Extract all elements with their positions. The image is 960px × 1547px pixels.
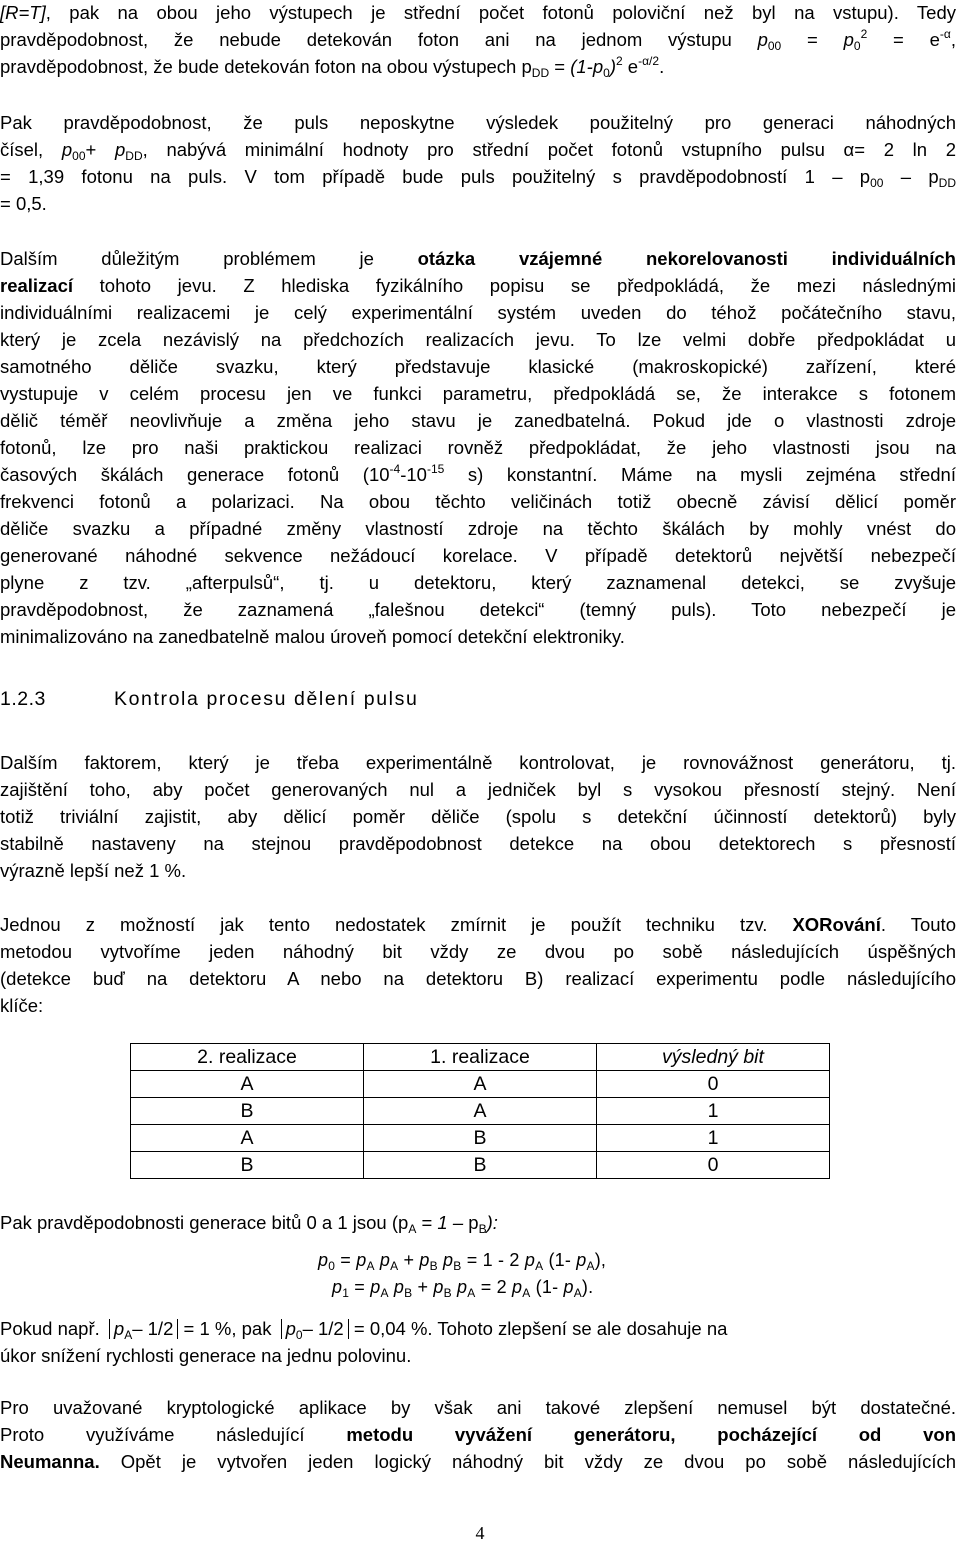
text-line: dělič téměř neovlivňuje a změna jeho stavu je zanedbatelná. Pokud jde o vlastnosti zdroje	[0, 410, 956, 431]
text-line: = 0,5.	[0, 193, 47, 214]
text-line: Dalším faktorem, který je třeba experimentálně kontrolovat, je rovnovážnost generátoru, tj.	[0, 752, 956, 773]
text-line: Dalším důležitým problémem je otázka vzájemné nekorelovanosti individuálních	[0, 248, 956, 269]
text-line: časových škálách generace fotonů ($10^{-4}-10^{-15}$ s) konstantní. Máme na mysli zejména střední	[0, 462, 956, 485]
text-line: pravděpodobnost, že nebude detekován foton ani na jednom výstupu $p_{00} = p_0^2 = e^{-\alpha}$,	[0, 27, 956, 53]
text-line: Proto využíváme následující metodu vyvážení generátoru, pocházející od von	[0, 1424, 956, 1445]
table-cell: 1	[597, 1098, 830, 1125]
text-line: pravděpodobnost, že zaznamená „falešnou detekci“ (temný puls). Toto nebezpečí je	[0, 599, 956, 620]
table-header-cell: 2. realizace	[131, 1044, 364, 1071]
text-line: Pak pravděpodobnosti generace bitů 0 a 1 jsou $(p_A = 1 - p_B)$:	[0, 1212, 498, 1236]
text-line: metodou vytvoříme jeden náhodný bit vždy ze dvou po sobě následujících úspěšných	[0, 941, 956, 962]
table-row	[131, 1125, 830, 1152]
text-line: čísel, $p_{00}+ p_{DD}$, nabývá minimální hodnoty pro střední počet fotonů vstupního pulsu α= 2 ln 2	[0, 139, 956, 163]
text-line: plyne z tzv. „afterpulsů“, tj. u detektoru, který zaznamenal detekci, se zvyšuje	[0, 572, 956, 593]
text-line: Neumanna. Opět je vytvořen jeden logický náhodný bit vždy ze dvou po sobě následujících	[0, 1451, 956, 1472]
text-line: samotného děliče svazku, který představuje klasické (makroskopické) zařízení, které	[0, 356, 956, 377]
text-line: individuálními realizacemi je celý experimentální systém uveden do téhož počátečního stavu,	[0, 302, 956, 323]
table-header-cell: výsledný bit	[597, 1044, 830, 1071]
table-cell: A	[131, 1071, 364, 1098]
text-line: [R=T], pak na obou jeho výstupech je střední počet fotonů poloviční než byl na vstupu). Tedy	[0, 2, 956, 23]
formula-p0: $p_0 = p_A$ $p_A + p_B$ $p_B = 1 - 2$ $p_A$ (1- $p_A$),	[318, 1250, 607, 1273]
table-cell: 0	[597, 1152, 830, 1179]
table-header-cell: 1. realizace	[364, 1044, 597, 1071]
table-cell: A	[364, 1098, 597, 1125]
page-number: 4	[475, 1523, 485, 1543]
text-line: zajištění toho, aby počet generovaných nul a jedniček byl s vysokou přesností stejný. Není	[0, 779, 956, 800]
table-cell: A	[131, 1125, 364, 1152]
text-line: minimalizováno na zanedbatelně malou úroveň pomocí detekční elektroniky.	[0, 626, 625, 647]
table-row	[131, 1152, 830, 1179]
text-line: realizací tohoto jevu. Z hlediska fyzikálního popisu se předpokládá, že mezi následnými	[0, 275, 956, 296]
table-cell: 1	[597, 1125, 830, 1152]
text-line: Pokud např. $p_A-$ 1/2 = 1 %, pak $p_0-$ 1/2 = 0,04 %. Tohoto zlepšení se ale dosahuje na	[0, 1318, 728, 1342]
text-line: stabilně nastaveny na stejnou pravděpodobnost detekce na obou detektorech s přesností	[0, 833, 956, 854]
text-line: klíče:	[0, 995, 44, 1016]
section-number: 1.2.3	[0, 688, 46, 710]
text-line: pravděpodobnost, že bude detekován foton na obou výstupech $p_{DD} = (1-p_0)^2$ $e^{-\alpha/2}$.	[0, 54, 665, 80]
section-title: Kontrola procesu dělení pulsu	[114, 688, 419, 710]
text-line: totiž triviální zajistit, aby dělicí poměr děliče (spolu s detekční účinností detektorů) byly	[0, 806, 956, 827]
table-row	[131, 1071, 830, 1098]
text-line: který je zcela nezávislý na předchozích realizacích jevu. To lze velmi dobře předpokládat u	[0, 329, 956, 350]
table-cell: B	[364, 1125, 597, 1152]
text-line: Pro uvažované kryptologické aplikace by však ani takové zlepšení nemusel být dostatečné.	[0, 1397, 956, 1418]
text-line: Pak pravděpodobnost, že puls neposkytne výsledek použitelný pro generaci náhodných	[0, 112, 956, 133]
table-cell: B	[364, 1152, 597, 1179]
text-line: úkor snížení rychlosti generace na jednu polovinu.	[0, 1345, 412, 1366]
table-cell: A	[364, 1071, 597, 1098]
text-line: (detekce buď na detektoru A nebo na detektoru B) realizací experimentu podle následujícího	[0, 968, 956, 989]
text-line: Jednou z možností jak tento nedostatek zmírnit je použít techniku tzv. XORování. Touto	[0, 914, 956, 935]
text-line: fotonů, lze pro naši praktickou realizaci rovněž předpokládat, že jeho vlastnosti jsou na	[0, 437, 956, 458]
text-line: = 1,39 fotonu na puls. V tom případě bude puls použitelný s pravděpodobností $1 - p_{00} - p_{DD}$	[0, 166, 956, 190]
text-line: generované náhodné sekvence nežádoucí korelace. V případě detektorů největší nebezpečí	[0, 545, 956, 566]
xor-key-table	[130, 1043, 830, 1179]
text-line: vystupuje v celém procesu jen ve funkci parametru, předpokládá se, že interakce s fotonem	[0, 383, 956, 404]
formula-p1: $p_1 = p_A$ $p_B + p_B$ $p_A = 2$ $p_A$ (1- $p_A$).	[332, 1277, 594, 1300]
section-heading	[0, 686, 418, 713]
table-cell: 0	[597, 1071, 830, 1098]
text-line: výrazně lepší než 1 %.	[0, 860, 187, 881]
table-row	[131, 1098, 830, 1125]
absolute-value: $p_A-$ 1/2	[109, 1319, 178, 1339]
table-cell: B	[131, 1152, 364, 1179]
absolute-value: $p_0-$ 1/2	[281, 1319, 349, 1339]
text-line: děliče svazku a případné změny vlastností zdroje na těchto škálách by mohly vnést do	[0, 518, 956, 539]
text-line: frekvenci fotonů a polarizaci. Na obou těchto veličinách totiž obecně závisí dělicí poměr	[0, 491, 956, 512]
table-header-row	[131, 1044, 830, 1071]
table-cell: B	[131, 1098, 364, 1125]
